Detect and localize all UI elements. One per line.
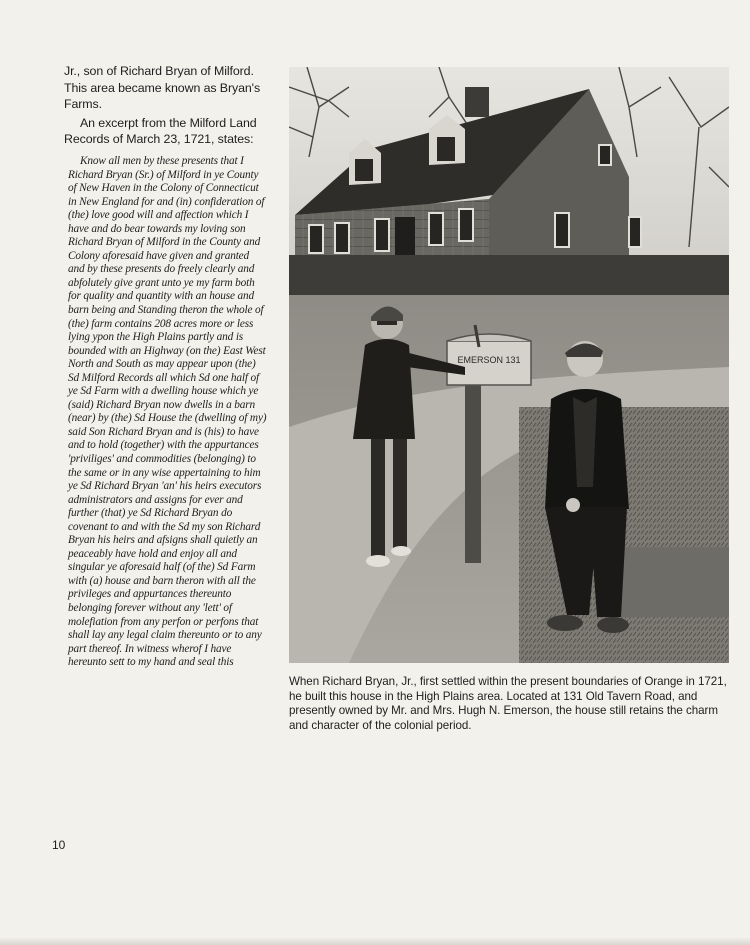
deed-excerpt: Know all men by these presents that I Richard Bryan (Sr.) of Milford in ye County of New Haven in the Colony of Connecticut in New England for and (in) confideration of (the) love good will and affection which I have and do bear towards my loving son Richard Bryan of Milford in the County and Colony aforesaid have given and granted and by these presents do freely clearly and abfolutely give grant unto ye my farm both for quality and quantity with an house and barn being and Standing theron the whole of (the) farm contains 208 acres more or less lying ypon the High Plains partly and is bounded with an Highway (on the) East West North and South as may appear upon (the) Sd Milford Records all which Sd one half of ye Sd Farm with a dwelling house which ye (said) Richard Bryan now dwells in a barn (near) by (the) Sd House the (dwelling of my) said Son Richard Bryan and is (his) to have and to hold (together) with the appurtances 'priviliges' and commodities (belonging) to the same or in any wise appertaining to him ye Sd Richard Bryan 'an' his heirs executors administrators and assigns for ever and further (that) ye Sd Richard Bryan do covenant to and with the Sd my son Richard Bryan his heirs and afsigns shall quietly an peaceably have hold and enjoy all and singular ye aforesaid half (of the) Sd Farm with (a) house and barn theron with all the privileges and appurtances thereunto belonging forever without any 'lett' of molefiation from any perfon or perfons that shall lay any legal claim thereunto or to any part thereof. In witness wherof I have hereunto sett to my hand and seal this <box>68 154 267 669</box>
mailbox-label: EMERSON 131 <box>457 355 521 365</box>
house-photo <box>289 67 729 663</box>
stone-wall <box>619 547 729 617</box>
page-edge-shadow <box>0 937 750 945</box>
left-text-column <box>64 63 276 670</box>
page-number: 10 <box>52 838 66 852</box>
photo-caption: When Richard Bryan, Jr., first settled within the present boundaries of Orange in 1721, he built this house in the High Plains area. Located at 131 Old Tavern Road, and presently owned by Mr. and Mrs. Hugh N. Emerson, the house still retains the charm and character of the colonial period. <box>289 675 727 732</box>
chimney <box>465 87 489 117</box>
shrubs <box>289 255 729 295</box>
intro-paragraph: Jr., son of Richard Bryan of Milford. This area became known as Bryan's Farms. <box>64 64 261 112</box>
records-intro-paragraph: An excerpt from the Milford Land Records of March 23, 1721, states: <box>64 115 257 147</box>
